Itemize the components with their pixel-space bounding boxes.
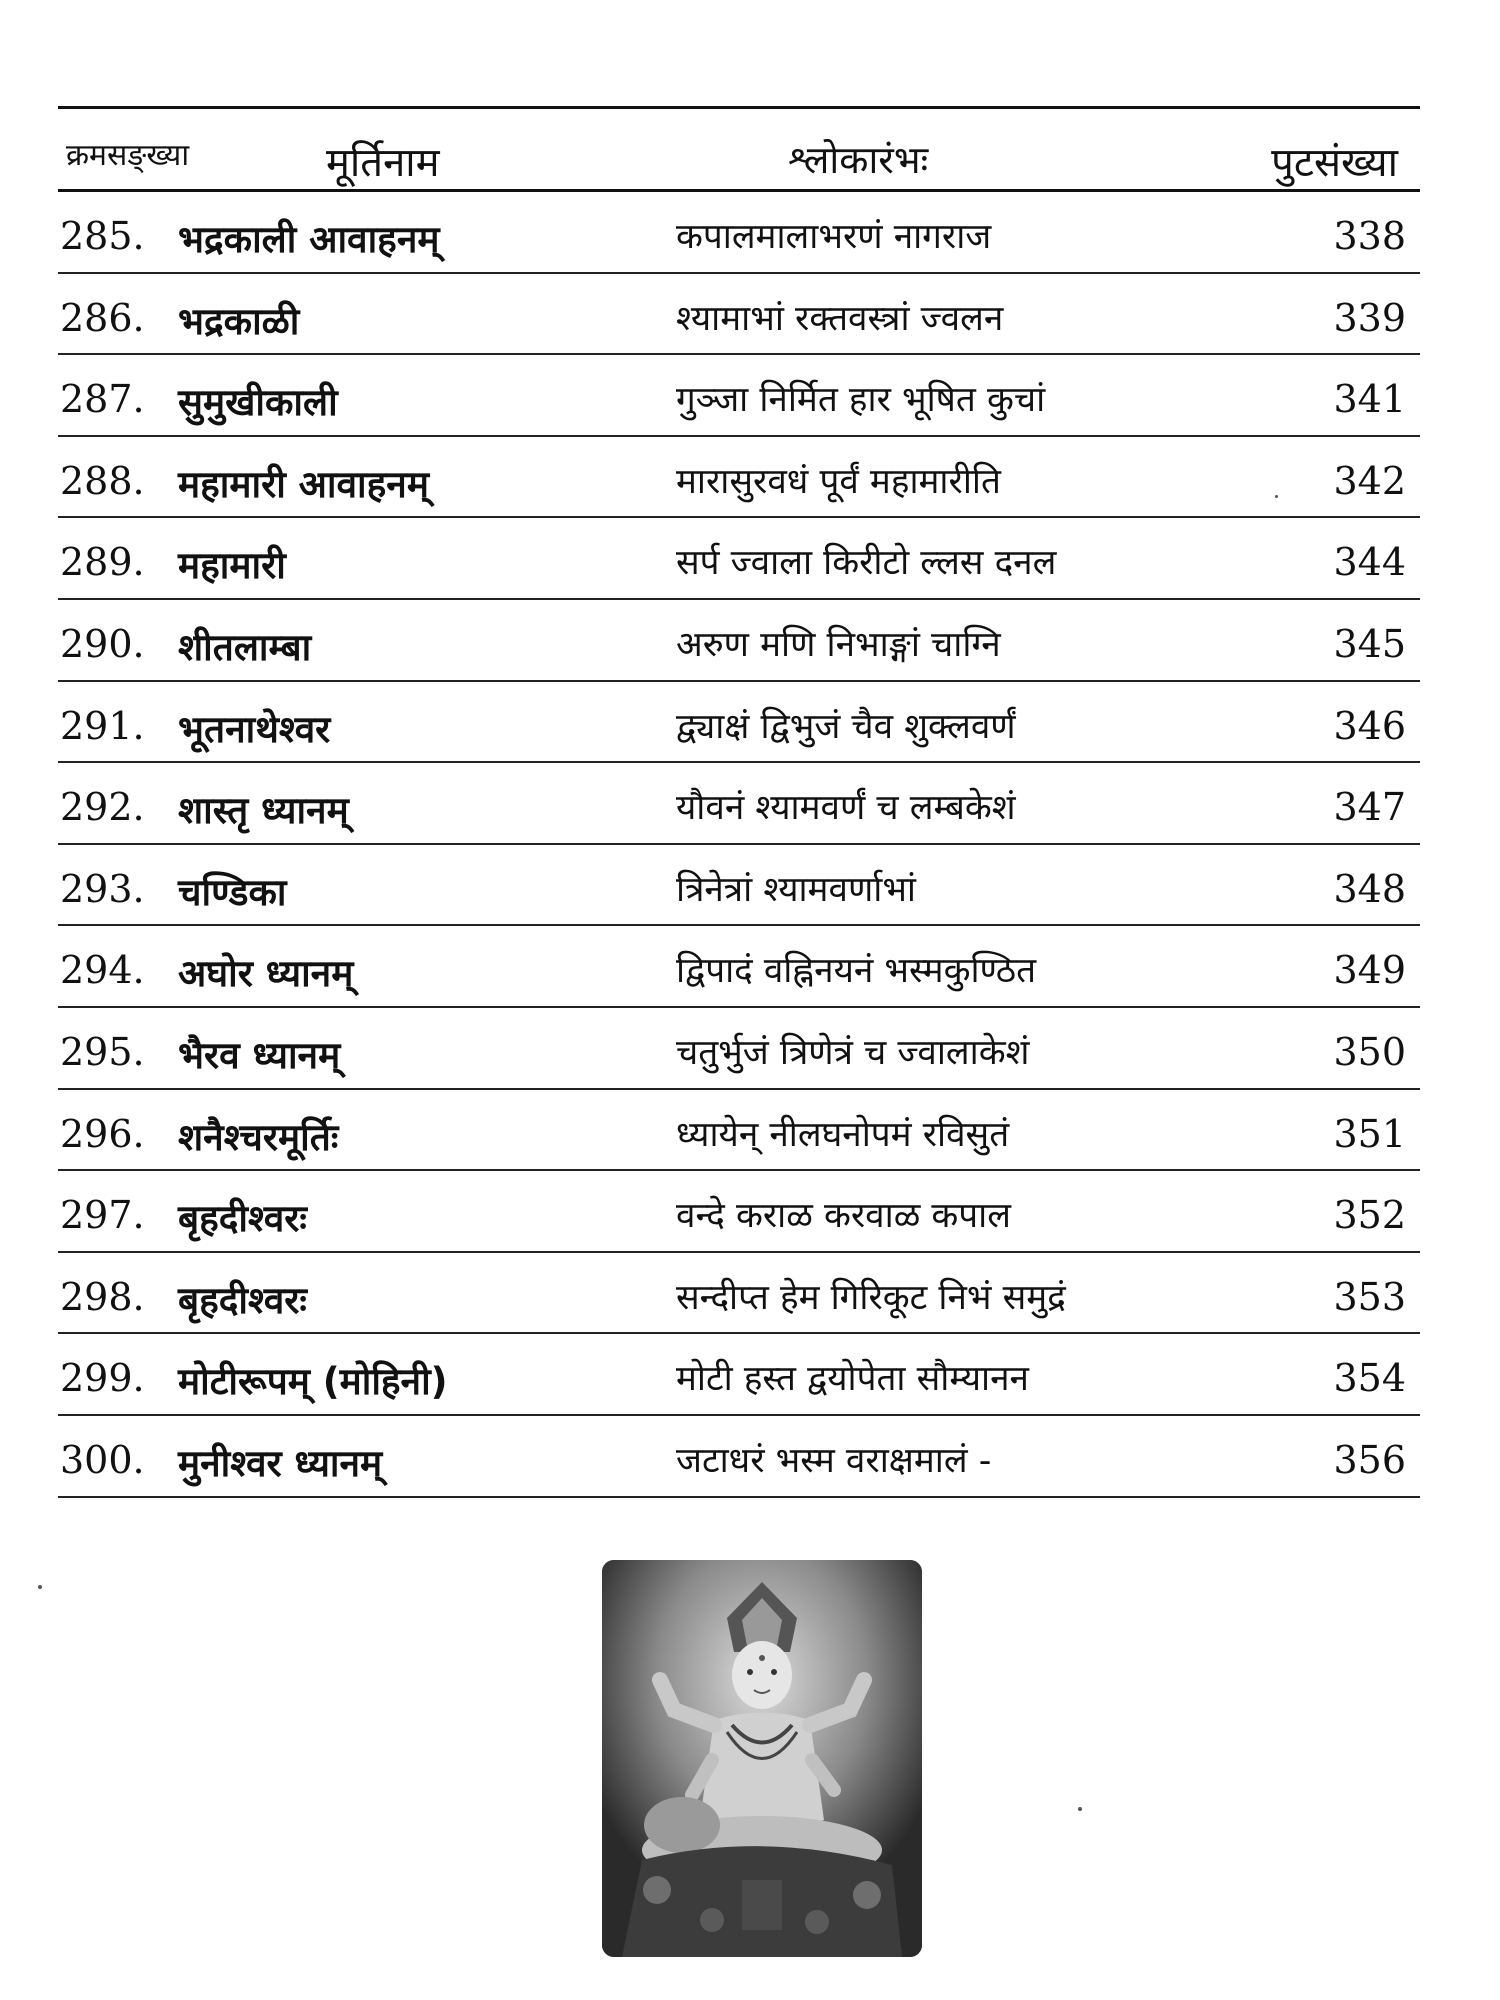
row-serial: 288. (60, 458, 145, 503)
table-row (58, 437, 1420, 519)
row-deity-name: भूतनाथेश्वर (178, 707, 331, 751)
table-row (58, 926, 1420, 1008)
header-verse-start: श्लोकारंभः (788, 138, 929, 182)
row-verse-start: गुञ्जा निर्मित हार भूषित कुचां (676, 380, 1046, 421)
row-verse-start: सन्दीप्त हेम गिरिकूट निभं समुद्रं (676, 1277, 1066, 1318)
header-deity-name: मूर्तिनाम (326, 140, 440, 186)
row-deity-name: मुनीश्वर ध्यानम् (178, 1441, 383, 1485)
row-page-number: 345 (1333, 621, 1406, 666)
row-deity-name: सुमुखीकाली (178, 381, 338, 425)
deity-illustration-art (602, 1560, 922, 1957)
row-verse-start: श्यामाभां रक्तवस्त्रां ज्वलन (676, 298, 1004, 339)
table-row (58, 600, 1420, 682)
row-page-number: 352 (1333, 1193, 1406, 1238)
row-page-number: 353 (1333, 1274, 1406, 1319)
row-deity-name: शीतलाम्बा (178, 625, 312, 669)
row-page-number: 348 (1333, 866, 1406, 911)
row-page-number: 356 (1333, 1437, 1406, 1482)
table-header (58, 109, 1420, 192)
table-row (58, 1008, 1420, 1090)
header-serial: क्रमसङ्ख्या (66, 138, 190, 173)
row-page-number: 339 (1333, 295, 1406, 340)
row-serial: 298. (60, 1274, 145, 1319)
row-deity-name: शास्तृ ध्यानम् (178, 789, 349, 833)
row-page-number: 351 (1333, 1111, 1406, 1156)
row-serial: 294. (60, 948, 145, 993)
row-verse-start: चतुर्भुजं त्रिणेत्रं च ज्वालाकेशं (676, 1032, 1030, 1073)
row-deity-name: महामारी आवाहनम् (178, 462, 429, 506)
table-body (58, 192, 1420, 1498)
row-verse-start: द्व्याक्षं द्विभुजं चैव शुक्लवर्णं (676, 706, 1016, 747)
row-deity-name: शनैश्चरमूर्तिः (178, 1115, 339, 1159)
row-verse-start: वन्दे कराळ करवाळ कपाल (676, 1196, 1011, 1237)
row-serial: 285. (60, 214, 145, 258)
table-row (58, 763, 1420, 845)
row-verse-start: मारासुरवधं पूर्वं महामारीति (676, 461, 1001, 502)
row-serial: 290. (60, 621, 145, 666)
table-row (58, 1416, 1420, 1498)
row-page-number: 349 (1333, 948, 1406, 993)
row-verse-start: मोटी हस्त द्वयोपेता सौम्यानन (676, 1359, 1029, 1400)
row-verse-start: जटाधरं भस्म वराक्षमालं - (676, 1440, 992, 1481)
row-serial: 299. (60, 1356, 145, 1401)
table-row (58, 1090, 1420, 1172)
row-verse-start: कपालमालाभरणं नागराज (676, 217, 992, 257)
row-serial: 293. (60, 866, 145, 911)
row-page-number: 347 (1333, 785, 1406, 830)
table-row (58, 192, 1420, 274)
scan-speck (1275, 495, 1278, 498)
row-deity-name: भद्रकाळी (178, 299, 300, 343)
row-verse-start: सर्प ज्वाला किरीटो ल्लस दनल (676, 543, 1057, 584)
row-serial: 297. (60, 1193, 145, 1238)
row-deity-name: बृहदीश्वरः (178, 1278, 307, 1322)
row-page-number: 350 (1333, 1029, 1406, 1074)
row-deity-name: महामारी (178, 544, 286, 588)
scan-speck (38, 1585, 42, 1589)
row-serial: 296. (60, 1111, 145, 1156)
table-row (58, 1334, 1420, 1416)
row-serial: 291. (60, 703, 145, 748)
table-row (58, 1171, 1420, 1253)
table-row (58, 682, 1420, 764)
row-verse-start: यौवनं श्यामवर्णं च लम्बकेशं (676, 788, 1016, 829)
row-serial: 289. (60, 540, 145, 585)
row-verse-start: द्विपादं वह्निनयनं भस्मकुण्ठित (676, 951, 1037, 992)
table-row (58, 1253, 1420, 1335)
deity-illustration (602, 1560, 922, 1957)
row-deity-name: भैरव ध्यानम् (178, 1033, 341, 1077)
header-page-number: पुटसंख्या (1271, 140, 1398, 186)
row-serial: 295. (60, 1029, 145, 1074)
table-row (58, 274, 1420, 356)
index-table (58, 106, 1420, 1498)
row-page-number: 342 (1333, 458, 1406, 503)
row-deity-name: अघोर ध्यानम् (178, 952, 354, 996)
table-row (58, 518, 1420, 600)
row-verse-start: अरुण मणि निभाङ्गां चाग्नि (676, 624, 1001, 665)
table-row (58, 845, 1420, 927)
row-page-number: 346 (1333, 703, 1406, 748)
row-page-number: 354 (1333, 1356, 1406, 1401)
row-deity-name: मोटीरूपम् (मोहिनी) (178, 1360, 448, 1404)
row-page-number: 341 (1333, 377, 1406, 422)
row-deity-name: चण्डिका (178, 870, 287, 914)
table-row (58, 355, 1420, 437)
row-verse-start: त्रिनेत्रां श्यामवर्णाभां (676, 869, 916, 910)
row-serial: 287. (60, 377, 145, 422)
scan-speck (1078, 1807, 1082, 1811)
row-serial: 286. (60, 295, 145, 340)
row-serial: 292. (60, 785, 145, 830)
row-page-number: 338 (1333, 214, 1406, 258)
row-deity-name: भद्रकाली आवाहनम् (178, 218, 440, 261)
row-serial: 300. (60, 1437, 145, 1482)
row-page-number: 344 (1333, 540, 1406, 585)
row-verse-start: ध्यायेन् नीलघनोपमं रविसुतं (676, 1114, 1010, 1155)
row-deity-name: बृहदीश्वरः (178, 1197, 307, 1241)
